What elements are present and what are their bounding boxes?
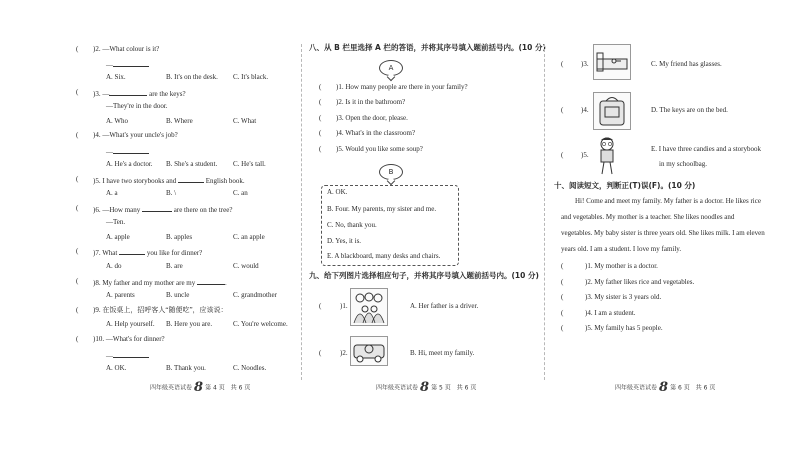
question-7-stem: )7. What you like for dinner? bbox=[93, 249, 203, 257]
answer-paren[interactable]: ( bbox=[561, 324, 564, 332]
question-10-option-a: A. OK. bbox=[106, 364, 127, 372]
match-a-item-5: )5. Would you like some soup? bbox=[336, 145, 423, 153]
answer-paren[interactable]: ( bbox=[319, 349, 322, 357]
answer-paren[interactable]: ( bbox=[561, 262, 564, 270]
question-3-stem: )3. — are the keys? bbox=[93, 90, 186, 98]
exam-page-5 bbox=[300, 0, 545, 464]
question-2-reply: — bbox=[106, 59, 149, 70]
question-2-option-b: B. It's on the desk. bbox=[166, 73, 218, 81]
question-8-option-a: A. parents bbox=[106, 291, 135, 299]
section-9-title: 九、给下列图片选择相应句子，并将其序号填入题前括号内。(10 分) bbox=[309, 271, 539, 280]
question-10-reply: — bbox=[106, 350, 149, 361]
match-a-item-3: )3. Open the door, please. bbox=[336, 114, 408, 122]
question-6-option-b: B. apples bbox=[166, 233, 193, 241]
question-6-option-c: C. an apple bbox=[233, 233, 265, 241]
answer-paren[interactable]: ( bbox=[561, 60, 564, 68]
question-10-stem: )10. —What's for dinner? bbox=[93, 335, 165, 343]
true-false-item-4: )4. I am a student. bbox=[585, 309, 636, 317]
answer-paren[interactable]: ( bbox=[76, 131, 79, 139]
answer-paren[interactable]: ( bbox=[76, 247, 79, 255]
passage-line-2: and vegetables. My mother is a teacher. She likes noodles and bbox=[561, 213, 735, 221]
match-b-item-a: A. OK. bbox=[327, 188, 348, 196]
schoolbag-image bbox=[593, 92, 631, 130]
true-false-item-3: )3. My sister is 3 years old. bbox=[585, 293, 662, 301]
page-footer: 四年级英语试卷 8 第 6 页 共 6 页 bbox=[615, 380, 716, 395]
exam-page-4 bbox=[0, 0, 300, 464]
match-a-item-1: )1. How many people are there in your family? bbox=[336, 83, 468, 91]
answer-paren[interactable]: ( bbox=[319, 114, 322, 122]
question-7-option-c: C. would bbox=[233, 262, 259, 270]
question-8-option-c: C. grandmother bbox=[233, 291, 277, 299]
match-b-item-d: D. Yes, it is. bbox=[327, 237, 362, 245]
question-5-stem: )5. I have two storybooks and English book. bbox=[93, 177, 245, 185]
section-10-title: 十、阅读短文，判断正(T)误(F)。(10 分) bbox=[554, 181, 696, 190]
question-6-stem: )6. —How many are there on the tree? bbox=[93, 206, 233, 214]
section-8-title: 八、从 B 栏里选择 A 栏的答语，并将其序号填入题前括号内。(10 分) bbox=[309, 43, 546, 52]
question-7-option-a: A. do bbox=[106, 262, 122, 270]
page-footer: 四年级英语试卷 8 第 4 页 共 6 页 bbox=[150, 380, 251, 395]
answer-paren[interactable]: ( bbox=[561, 309, 564, 317]
question-9-option-c: C. You're welcome. bbox=[233, 320, 288, 328]
answer-paren[interactable]: ( bbox=[319, 302, 322, 310]
car-illustration bbox=[351, 337, 387, 365]
question-9-option-a: A. Help yourself. bbox=[106, 320, 155, 328]
picture-option-e: E. I have three candies and a storybook bbox=[651, 145, 762, 153]
answer-paren[interactable]: ( bbox=[76, 175, 79, 183]
picture-item-5-number: )5. bbox=[581, 151, 589, 159]
boy-illustration bbox=[593, 136, 621, 176]
true-false-item-5: )5. My family has 5 people. bbox=[585, 324, 663, 332]
question-5-option-a: A. a bbox=[106, 189, 118, 197]
answer-paren[interactable]: ( bbox=[76, 306, 79, 314]
schoolbag-illustration bbox=[594, 93, 630, 129]
answer-paren[interactable]: ( bbox=[76, 277, 79, 285]
answer-paren[interactable]: ( bbox=[319, 98, 322, 106]
bed-illustration bbox=[594, 45, 630, 79]
answer-paren[interactable]: ( bbox=[561, 151, 564, 159]
answer-paren[interactable]: ( bbox=[561, 278, 564, 286]
question-3-option-a: A. Who bbox=[106, 117, 129, 125]
family-photo-image bbox=[350, 288, 388, 326]
picture-option-d: D. The keys are on the bed. bbox=[651, 106, 728, 114]
picture-item-4-number: )4. bbox=[581, 106, 589, 114]
question-3-option-c: C. What bbox=[233, 117, 257, 125]
answer-paren[interactable]: ( bbox=[76, 204, 79, 212]
picture-option-c: C. My friend has glasses. bbox=[651, 60, 722, 68]
keys-on-bed-image bbox=[593, 44, 631, 80]
match-b-item-e: E. A blackboard, many desks and chairs. bbox=[327, 252, 441, 260]
answer-paren[interactable]: ( bbox=[76, 88, 79, 96]
answer-paren[interactable]: ( bbox=[76, 335, 79, 343]
answer-paren[interactable]: ( bbox=[319, 83, 322, 91]
true-false-item-1: )1. My mother is a doctor. bbox=[585, 262, 658, 270]
answer-paren[interactable]: ( bbox=[561, 293, 564, 301]
answer-paren[interactable]: ( bbox=[319, 145, 322, 153]
picture-item-1-number: )1. bbox=[340, 302, 348, 310]
driver-photo-image bbox=[350, 336, 388, 366]
question-3-reply: —They're in the door. bbox=[106, 102, 168, 110]
question-9-stem: )9. 在饭桌上，招呼客人“随便吃”，应该说： bbox=[93, 306, 228, 314]
picture-item-3-number: )3. bbox=[581, 60, 589, 68]
question-3-option-b: B. Where bbox=[166, 117, 193, 125]
question-10-option-b: B. Thank you. bbox=[166, 364, 206, 372]
question-10-option-c: C. Noodles. bbox=[233, 364, 267, 372]
column-a-bubble: A bbox=[379, 60, 403, 76]
match-a-item-2: )2. Is it in the bathroom? bbox=[336, 98, 406, 106]
question-4-reply: — bbox=[106, 146, 149, 157]
picture-option-e-line2: in my schoolbag. bbox=[659, 160, 708, 168]
boy-with-glasses-image bbox=[593, 136, 621, 176]
picture-option-a: A. Her father is a driver. bbox=[410, 302, 479, 310]
match-b-item-c: C. No, thank you. bbox=[327, 221, 377, 229]
page-footer: 四年级英语试卷 8 第 5 页 共 6 页 bbox=[376, 380, 477, 395]
question-2-option-c: C. It's black. bbox=[233, 73, 269, 81]
question-9-option-b: B. Here you are. bbox=[166, 320, 213, 328]
question-5-option-b: B. \ bbox=[166, 189, 177, 197]
exam-page-6 bbox=[545, 0, 800, 464]
question-4-option-c: C. He's tall. bbox=[233, 160, 266, 168]
picture-option-b: B. Hi, meet my family. bbox=[410, 349, 475, 357]
column-b-bubble: B bbox=[379, 164, 403, 180]
question-2-stem: )2. —What colour is it? bbox=[93, 45, 160, 53]
picture-item-2-number: )2. bbox=[340, 349, 348, 357]
question-4-option-b: B. She's a student. bbox=[166, 160, 218, 168]
question-6-option-a: A. apple bbox=[106, 233, 130, 241]
match-b-item-b: B. Four. My parents, my sister and me. bbox=[327, 205, 437, 213]
answer-paren[interactable]: ( bbox=[319, 129, 322, 137]
match-a-item-4: )4. What's in the classroom? bbox=[336, 129, 416, 137]
answer-paren[interactable]: ( bbox=[561, 106, 564, 114]
question-8-option-b: B. uncle bbox=[166, 291, 190, 299]
question-6-reply: —Ten. bbox=[106, 218, 126, 226]
family-illustration bbox=[351, 289, 387, 325]
passage-line-4: years old. I am a student. I love my family. bbox=[561, 245, 682, 253]
passage-line-3: vegetables. My baby sister is three years old. She likes milk. I am eleven bbox=[561, 229, 765, 237]
question-5-option-c: C. an bbox=[233, 189, 248, 197]
true-false-item-2: )2. My father likes rice and vegetables. bbox=[585, 278, 695, 286]
question-8-stem: )8. My father and my mother are my . bbox=[93, 279, 227, 287]
question-4-stem: )4. —What's your uncle's job? bbox=[93, 131, 178, 139]
question-4-option-a: A. He's a doctor. bbox=[106, 160, 153, 168]
question-2-option-a: A. Six. bbox=[106, 73, 126, 81]
answer-paren[interactable]: ( bbox=[76, 45, 79, 53]
question-7-option-b: B. are bbox=[166, 262, 183, 270]
passage-line-1: Hi! Come and meet my family. My father is a doctor. He likes rice bbox=[575, 197, 761, 205]
